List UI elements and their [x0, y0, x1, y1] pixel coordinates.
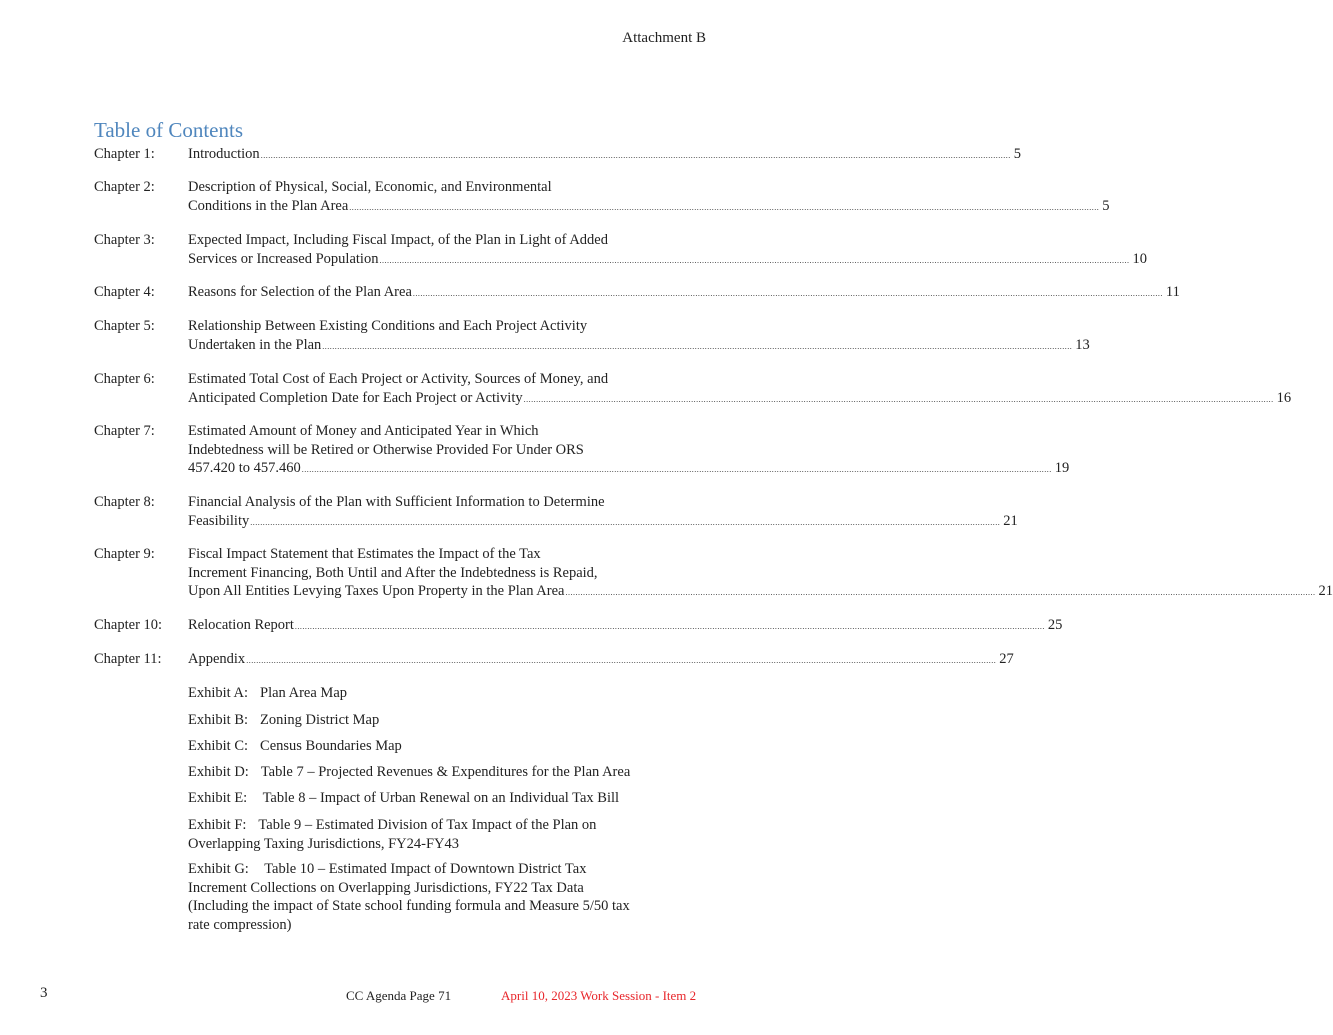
- dot-leader: ............................................................................................................................................................................................................................................................................................................: [322, 341, 1073, 351]
- chapter-title-line: Expected Impact, Including Fiscal Impact, of the Plan in Light of Added: [188, 232, 608, 248]
- page-ref: 21: [1318, 583, 1333, 600]
- exhibit-line: [188, 916, 630, 935]
- chapter-label: Chapter 10:: [94, 617, 163, 633]
- chapter-title-line: Fiscal Impact Statement that Estimates the Impact of the Tax: [188, 546, 541, 562]
- chapter-title-line: Indebtedness will be Retired or Otherwise Provided For Under ORS: [188, 441, 584, 458]
- page-ref: 21: [1003, 512, 1018, 529]
- exhibit-label: Exhibit B:: [188, 712, 249, 728]
- page-ref: 5: [1102, 197, 1110, 214]
- chapter-label: Chapter 2:: [94, 179, 155, 195]
- exhibit-label: Exhibit F:: [188, 817, 247, 833]
- exhibit-title: Table 10 – Estimated Impact of Downtown District Tax: [260, 861, 587, 877]
- toc-entry[interactable]: [94, 283, 1180, 304]
- dot-leader: ............................................................................................................................................................................................................................................................................................................: [565, 588, 1316, 598]
- dot-leader: ............................................................................................................................................................................................................................................................................................................: [250, 517, 1001, 527]
- chapter-title-text: Conditions in the Plan Area: [188, 197, 349, 214]
- chapter-title: [188, 178, 1110, 217]
- chapter-title-line: [188, 283, 1180, 304]
- page-ref: 19: [1054, 460, 1070, 477]
- chapter-title-text: Feasibility: [188, 512, 250, 529]
- toc-entry[interactable]: [94, 231, 1147, 270]
- chapter-title-line: [188, 582, 1333, 603]
- exhibit-line: [188, 860, 630, 879]
- dot-leader: ............................................................................................................................................................................................................................................................................................................: [246, 656, 997, 665]
- chapter-title: [188, 616, 1063, 637]
- chapter-label: Chapter 9:: [94, 546, 155, 562]
- exhibit-label: Exhibit C:: [188, 738, 249, 754]
- chapter-title-line: [188, 250, 1147, 271]
- exhibit-line: [188, 789, 619, 808]
- chapter-label: Chapter 1:: [94, 146, 155, 162]
- exhibit-line: [188, 737, 402, 756]
- chapter-title-line: Estimated Amount of Money and Anticipated Year in Which: [188, 423, 539, 439]
- page-ref: 11: [1165, 284, 1180, 300]
- chapter-title-text: Reasons for Selection of the Plan Area: [188, 284, 412, 300]
- exhibit-entry: [188, 816, 596, 853]
- exhibit-line: [188, 835, 596, 854]
- toc-entry[interactable]: [94, 493, 1018, 532]
- exhibit-entry: [188, 684, 347, 703]
- toc-entry[interactable]: [94, 422, 1070, 480]
- chapter-title-line: [188, 336, 1090, 357]
- chapter-title-text: Services or Increased Population: [188, 250, 379, 267]
- chapter-title: [188, 317, 1090, 356]
- chapter-label: Chapter 5:: [94, 318, 155, 334]
- page-ref: 27: [999, 651, 1014, 667]
- chapter-label: Chapter 4:: [94, 284, 155, 300]
- chapter-title-line: [188, 389, 1292, 410]
- toc-title: Table of Contents: [94, 118, 243, 142]
- exhibit-entry: [188, 789, 619, 808]
- chapter-title: [188, 545, 1333, 603]
- exhibit-line: [188, 816, 596, 835]
- exhibit-title: Overlapping Taxing Jurisdictions, FY24-FY43: [188, 835, 459, 852]
- exhibit-title: Zoning District Map: [260, 712, 380, 728]
- chapter-title: [188, 370, 1292, 409]
- chapter-title-line: [188, 197, 1110, 218]
- chapter-label: Chapter 6:: [94, 371, 155, 387]
- chapter-title: [188, 283, 1180, 304]
- chapter-title: [188, 145, 1021, 166]
- chapter-title-line: Estimated Total Cost of Each Project or Activity, Sources of Money, and: [188, 371, 609, 387]
- dot-leader: ............................................................................................................................................................................................................................................................................................................: [301, 465, 1052, 475]
- chapter-title-line: Increment Financing, Both Until and After the Indebtedness is Repaid,: [188, 564, 598, 581]
- page-ref: 5: [1013, 146, 1021, 162]
- chapter-title-line: Financial Analysis of the Plan with Sufficient Information to Determine: [188, 494, 605, 510]
- exhibit-line: [188, 711, 379, 730]
- toc-entry[interactable]: [94, 317, 1090, 356]
- toc-entry[interactable]: [94, 370, 1292, 409]
- page-ref: 16: [1276, 389, 1292, 406]
- exhibit-line: [188, 879, 630, 898]
- exhibit-title: (Including the impact of State school funding formula and Measure 5/50 tax: [188, 898, 630, 915]
- exhibit-title: Table 8 – Impact of Urban Renewal on an Individual Tax Bill: [259, 790, 620, 806]
- chapter-title: [188, 493, 1018, 532]
- page-number: 3: [40, 985, 48, 1001]
- dot-leader: ............................................................................................................................................................................................................................................................................................................: [349, 202, 1100, 212]
- chapter-title-line: [188, 145, 1021, 166]
- attachment-label: Attachment B: [622, 30, 706, 46]
- exhibit-entry: [188, 737, 402, 756]
- exhibit-entry: [188, 763, 630, 782]
- exhibit-label: Exhibit G:: [188, 861, 249, 877]
- chapter-title-text: Upon All Entities Levying Taxes Upon Property in the Plan Area: [188, 583, 565, 600]
- chapter-label: Chapter 11:: [94, 651, 162, 667]
- exhibit-entry: [188, 711, 379, 730]
- exhibit-label: Exhibit D:: [188, 764, 249, 780]
- page-ref: 25: [1047, 617, 1063, 633]
- exhibit-line: [188, 763, 630, 782]
- exhibit-title: rate compression): [188, 916, 292, 933]
- chapter-title-text: Undertaken in the Plan: [188, 336, 322, 353]
- chapter-title-line: [188, 459, 1070, 480]
- chapter-title-line: Relationship Between Existing Conditions and Each Project Activity: [188, 318, 588, 334]
- dot-leader: ............................................................................................................................................................................................................................................................................................................: [260, 151, 1011, 160]
- chapter-label: Chapter 7:: [94, 423, 155, 439]
- chapter-title-line: [188, 512, 1018, 533]
- chapter-title-text: 457.420 to 457.460: [188, 460, 301, 477]
- exhibit-title: Increment Collections on Overlapping Jurisdictions, FY22 Tax Data: [188, 879, 584, 896]
- exhibit-label: Exhibit E:: [188, 790, 248, 806]
- dot-leader: ............................................................................................................................................................................................................................................................................................................: [412, 289, 1163, 298]
- chapter-title-text: Appendix: [188, 651, 246, 667]
- dot-leader: ............................................................................................................................................................................................................................................................................................................: [294, 622, 1045, 631]
- toc-entry[interactable]: [94, 616, 1063, 637]
- chapter-label: Chapter 3:: [94, 232, 155, 248]
- dot-leader: ............................................................................................................................................................................................................................................................................................................: [523, 394, 1274, 404]
- agenda-page: CC Agenda Page 71: [346, 988, 452, 1003]
- chapter-title-text: Anticipated Completion Date for Each Project or Activity: [188, 389, 523, 406]
- exhibit-title: Table 7 – Projected Revenues & Expenditures for the Plan Area: [260, 764, 631, 780]
- chapter-title-text: Introduction: [188, 146, 260, 162]
- chapter-title: [188, 231, 1147, 270]
- chapter-label: Chapter 8:: [94, 494, 155, 510]
- exhibit-line: [188, 897, 630, 916]
- exhibit-line: [188, 684, 347, 703]
- toc-entry[interactable]: [94, 545, 1333, 603]
- exhibit-title: Census Boundaries Map: [260, 738, 402, 754]
- exhibit-title: Table 9 – Estimated Division of Tax Impact of the Plan on: [258, 817, 597, 833]
- dot-leader: ............................................................................................................................................................................................................................................................................................................: [379, 255, 1130, 265]
- page-ref: 13: [1075, 336, 1090, 353]
- chapter-title-line: [188, 616, 1063, 637]
- toc-entry[interactable]: [94, 650, 1014, 671]
- exhibit-title: Plan Area Map: [260, 685, 348, 701]
- chapter-title-line: [188, 650, 1014, 671]
- chapter-title-text: Relocation Report: [188, 617, 294, 633]
- chapter-title: [188, 422, 1070, 480]
- exhibit-entry: [188, 860, 630, 934]
- toc-entry[interactable]: [94, 178, 1110, 217]
- page-ref: 10: [1132, 250, 1147, 267]
- exhibit-label: Exhibit A:: [188, 685, 249, 701]
- work-session-label: April 10, 2023 Work Session - Item 2: [501, 988, 697, 1003]
- toc-entry[interactable]: [94, 145, 1021, 166]
- chapter-title: [188, 650, 1014, 671]
- chapter-title-line: Description of Physical, Social, Economic, and Environmental: [188, 179, 552, 195]
